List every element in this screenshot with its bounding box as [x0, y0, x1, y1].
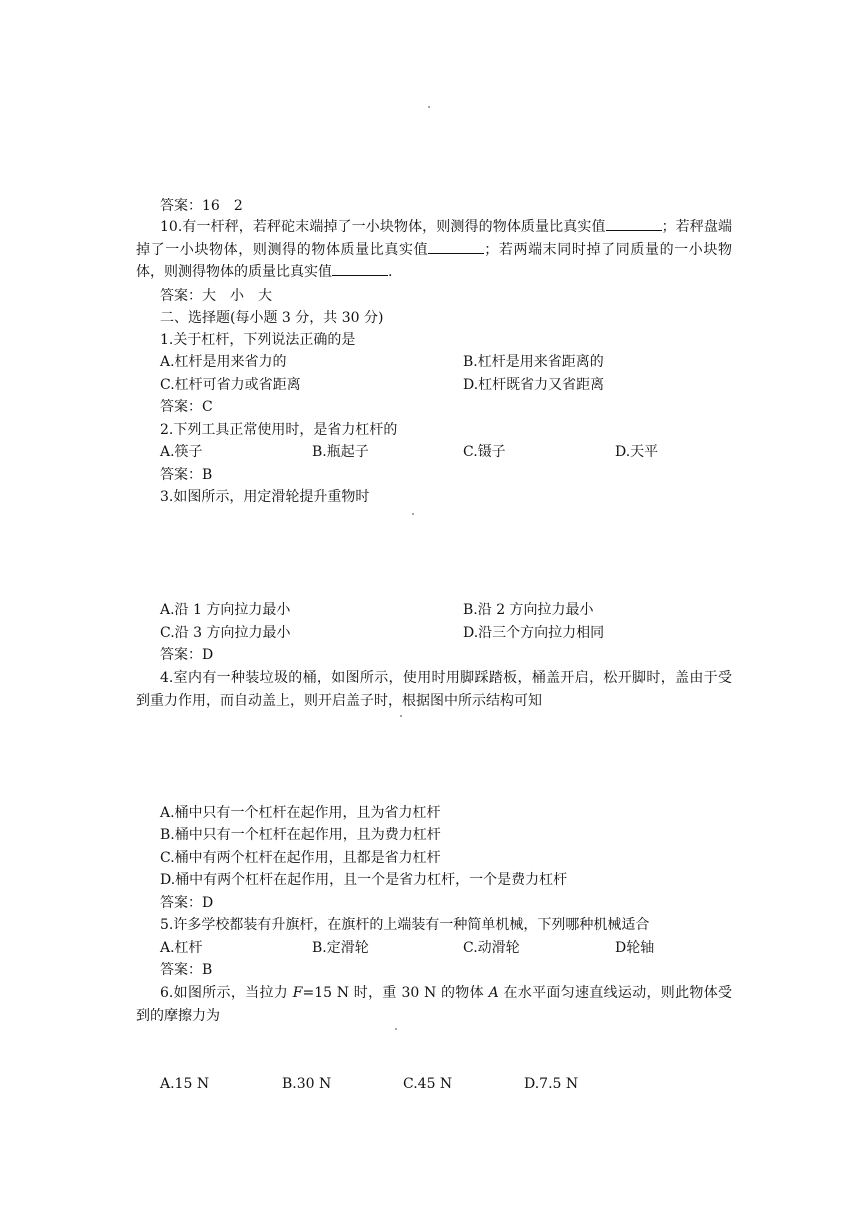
q6-text-3: 在水平面匀速直线运动，则此物体受到的摩擦力为	[136, 985, 733, 1024]
q10-text-2: ；若秤盘端掉了一小块物体，则测得的物体质量比真实值	[136, 219, 733, 258]
q3-option-c: C.沿 3 方向拉力最小	[160, 625, 291, 641]
q2-option-c: C.镊子	[463, 444, 506, 460]
q4-option-a: A.桶中只有一个杠杆在起作用，且为省力杠杆	[160, 805, 441, 821]
q5-option-d: D轮轴	[615, 940, 655, 956]
q1-option-b: B.杠杆是用来省距离的	[463, 354, 604, 370]
q10-text-3: ；若两端末同时掉了同质量的一小块物体，则测得物体的质量比真实值	[136, 241, 733, 280]
q4-stem: 4.室内有一种装垃圾的桶，如图所示，使用时用脚踩踏板，桶盖开启，松开脚时，盖由于受到重力作用，而自动盖上，则开启盖子时，根据图中所示结构可知	[136, 670, 732, 709]
q10-blank-3[interactable]	[332, 261, 388, 276]
q10-blank-2[interactable]	[428, 239, 484, 254]
q2-stem: 2.下列工具正常使用时，是省力杠杆的	[160, 422, 398, 438]
q5-option-a: A.杠杆	[160, 940, 203, 956]
q1-answer: 答案：C	[160, 399, 213, 415]
q4-answer: 答案：D	[160, 895, 214, 911]
q1-option-d: D.杠杆既省力又省距离	[463, 377, 605, 393]
q3-option-a: A.沿 1 方向拉力最小	[160, 602, 291, 618]
q10-answer: 答案：大 小 大	[160, 288, 272, 304]
q1-option-c: C.杠杆可省力或省距离	[160, 377, 301, 393]
q6-object-symbol: A	[488, 985, 499, 1001]
q3-option-b: B.沿 2 方向拉力最小	[463, 602, 594, 618]
section-2-title: 二、选择题(每小题 3 分，共 30 分)	[160, 310, 384, 326]
q6-stem	[136, 982, 732, 1027]
q4-option-c: C.桶中有两个杠杆在起作用，且都是省力杠杆	[160, 850, 441, 866]
q4-option-d: D.桶中有两个杠杆在起作用，且一个是省力杠杆，一个是费力杠杆	[160, 872, 568, 888]
q2-option-d: D.天平	[615, 444, 659, 460]
q3-answer: 答案：D	[160, 647, 214, 663]
q10-blank-1[interactable]	[606, 216, 662, 231]
q6-option-a: A.15 N	[160, 1076, 210, 1092]
q10-text-4: .	[388, 264, 393, 280]
q5-stem: 5.许多学校都装有升旗杆，在旗杆的上端装有一种简单机械，下列哪种机械适合	[160, 917, 650, 933]
q6-option-c: C.45 N	[403, 1076, 453, 1092]
question-10	[136, 216, 732, 284]
q6-force-symbol: F	[292, 985, 303, 1001]
q5-option-c: C.动滑轮	[463, 940, 520, 956]
q9-answer: 答案：16 2	[160, 198, 243, 214]
q3-option-d: D.沿三个方向拉力相同	[463, 625, 605, 641]
q6-option-b: B.30 N	[282, 1076, 332, 1092]
q5-answer: 答案：B	[160, 962, 213, 978]
q10-text-1: 10.有一杆秤，若秤砣末端掉了一小块物体，则测得的物体质量比真实值	[160, 219, 606, 235]
q2-option-b: B.瓶起子	[312, 444, 369, 460]
q4-option-b: B.桶中只有一个杠杆在起作用，且为费力杠杆	[160, 827, 441, 843]
q5-option-b: B.定滑轮	[312, 940, 369, 956]
figure-placeholder-q3	[412, 513, 414, 515]
q1-stem: 1.关于杠杆，下列说法正确的是	[160, 332, 356, 348]
q6-text-1: 6.如图所示，当拉力	[160, 985, 293, 1001]
figure-placeholder-q6	[395, 1028, 397, 1030]
q1-option-a: A.杠杆是用来省力的	[160, 354, 287, 370]
q2-option-a: A.筷子	[160, 444, 203, 460]
q3-stem: 3.如图所示，用定滑轮提升重物时	[160, 489, 370, 505]
figure-placeholder-top	[428, 106, 430, 108]
q6-option-d: D.7.5 N	[524, 1076, 579, 1092]
q6-text-2: =15 N 时，重 30 N 的物体	[302, 985, 489, 1001]
figure-placeholder-q4	[400, 715, 402, 717]
q2-answer: 答案：B	[160, 467, 213, 483]
